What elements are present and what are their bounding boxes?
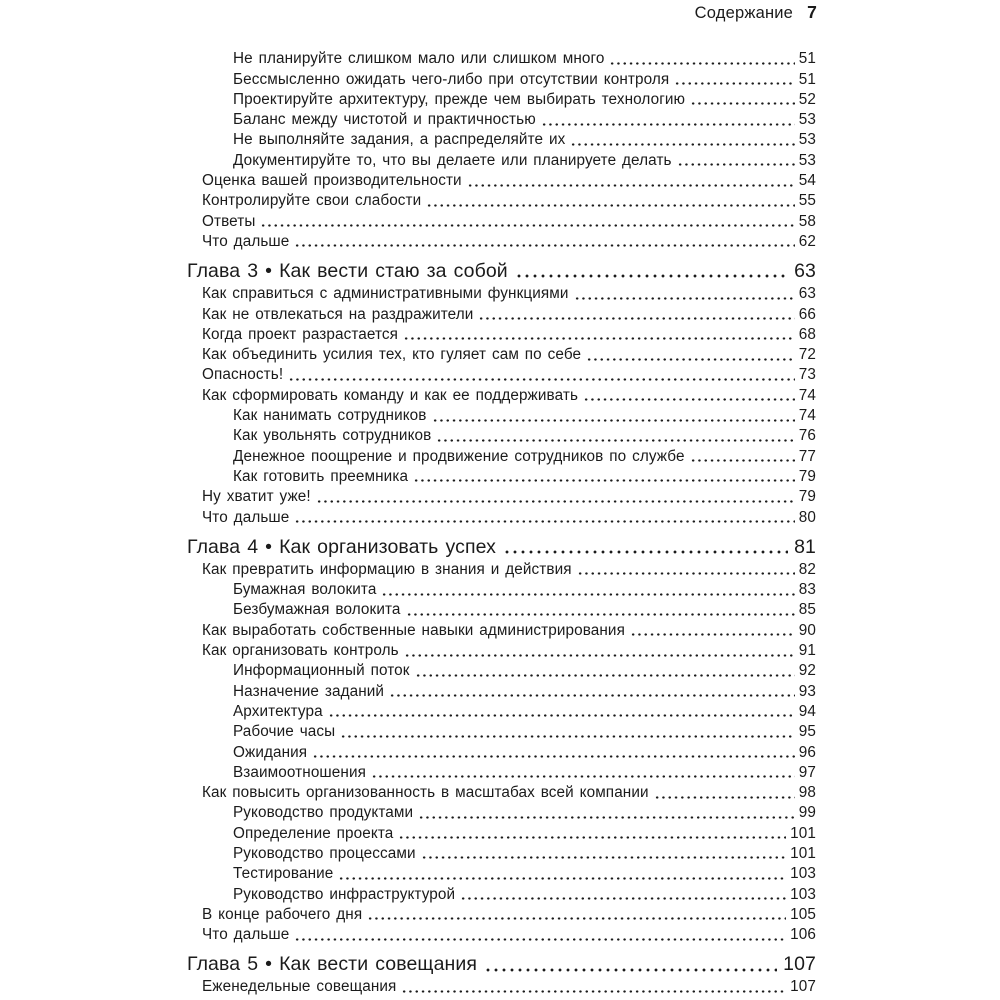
- toc-entry: [187, 109, 816, 129]
- page-header: [695, 2, 817, 23]
- toc-entry-page: 82: [798, 560, 816, 578]
- dot-leader: [338, 863, 786, 883]
- toc-entry: [187, 976, 816, 996]
- toc-entry-label: Определение проекта: [233, 824, 394, 842]
- toc-entry-page: 73: [798, 366, 816, 384]
- dot-leader: [413, 466, 795, 486]
- toc-entry-label: Как увольнять сотрудников: [233, 427, 432, 445]
- toc-entry-label: Руководство продуктами: [233, 804, 414, 822]
- toc-entry-label: Взаимоотношения: [233, 763, 366, 781]
- dot-leader: [570, 129, 794, 149]
- dot-leader: [288, 364, 795, 384]
- toc-entry-label: Ответы: [202, 212, 256, 230]
- dot-leader: [503, 533, 788, 559]
- dot-leader: [403, 324, 795, 344]
- toc-entry: [187, 863, 816, 883]
- dot-leader: [541, 109, 795, 129]
- toc-entry-page: 91: [798, 642, 816, 660]
- toc-entry-page: 99: [798, 804, 816, 822]
- toc-entry: [187, 741, 816, 761]
- toc-entry-page: 51: [798, 50, 816, 68]
- toc-entry: [187, 843, 816, 863]
- toc-entry-page: 98: [798, 784, 816, 802]
- toc-entry: [187, 324, 816, 344]
- toc-entry-page: 53: [798, 151, 816, 169]
- toc-entry-page: 107: [783, 953, 816, 976]
- toc-entry: [187, 210, 816, 230]
- toc-entry: [187, 506, 816, 526]
- toc-entry: [187, 89, 816, 109]
- dot-leader: [316, 486, 795, 506]
- toc-entry-label: Как готовить преемника: [233, 467, 409, 485]
- toc-entry-label: В конце рабочего дня: [202, 905, 363, 923]
- toc-entry-page: 62: [798, 232, 816, 250]
- toc-entry: [187, 619, 816, 639]
- dot-leader: [371, 762, 795, 782]
- toc-entry-label: Как сформировать команду и как ее поддерживать: [202, 386, 579, 404]
- toc-entry: [187, 883, 816, 903]
- toc-entry: [187, 170, 816, 190]
- toc-entry: [187, 445, 816, 465]
- toc-entry: [187, 579, 816, 599]
- toc-entry-label: Глава 4 • Как организовать успех: [187, 535, 496, 558]
- toc-entry: [187, 599, 816, 619]
- dot-leader: [418, 802, 795, 822]
- toc-entry-label: Бессмысленно ожидать чего-либо при отсутствии контроля: [233, 70, 670, 88]
- toc-entry-label: Не планируйте слишком мало или слишком много: [233, 50, 605, 68]
- toc-entry: [187, 660, 816, 680]
- toc-entry: [187, 701, 816, 721]
- toc-entry-page: 96: [798, 743, 816, 761]
- toc-entry: [187, 904, 816, 924]
- dot-leader: [674, 68, 794, 88]
- dot-leader: [404, 640, 795, 660]
- dot-leader: [389, 680, 795, 700]
- dot-leader: [340, 721, 795, 741]
- toc-entry: [187, 48, 816, 68]
- toc-entry-label: Тестирование: [233, 865, 334, 883]
- toc-entry-label: Что дальше: [202, 508, 290, 526]
- toc-entry-page: 74: [798, 407, 816, 425]
- toc-chapter-entry: [187, 950, 816, 976]
- toc-entry: [187, 680, 816, 700]
- dot-leader: [260, 210, 794, 230]
- toc-entry-page: 63: [794, 259, 816, 282]
- dot-leader: [484, 950, 777, 976]
- toc-entry-page: 54: [798, 172, 816, 190]
- toc-entry-page: 103: [790, 865, 816, 883]
- toc-entry-page: 81: [794, 535, 816, 558]
- toc-entry-page: 83: [798, 581, 816, 599]
- toc-entry-label: Документируйте то, что вы делаете или планируете делать: [233, 151, 672, 169]
- dot-leader: [467, 170, 795, 190]
- toc-entry-page: 79: [798, 488, 816, 506]
- toc-entry: [187, 802, 816, 822]
- toc-entry-page: 103: [790, 885, 816, 903]
- toc-entry-page: 101: [790, 824, 816, 842]
- toc-entry-label: Руководство процессами: [233, 844, 416, 862]
- toc-entry-label: Еженедельные совещания: [202, 978, 397, 996]
- toc-entry-label: Не выполняйте задания, а распределяйте их: [233, 131, 566, 149]
- toc-entry-label: Как справиться с административными функциями: [202, 285, 569, 303]
- toc-entry-label: Когда проект разрастается: [202, 325, 399, 343]
- toc-entry-page: 80: [798, 508, 816, 526]
- toc-entry-page: 53: [798, 131, 816, 149]
- toc-entry-page: 95: [798, 723, 816, 741]
- toc-entry-label: Информационный поток: [233, 662, 410, 680]
- toc-entry: [187, 344, 816, 364]
- dot-leader: [609, 48, 794, 68]
- toc-entry: [187, 425, 816, 445]
- toc-entry: [187, 364, 816, 384]
- toc-entry-label: Ожидания: [233, 743, 308, 761]
- toc-entry-page: 92: [798, 662, 816, 680]
- toc-entry: [187, 559, 816, 579]
- running-title: Содержание: [694, 4, 794, 22]
- toc-entry-label: Проектируйте архитектуру, прежде чем выбирать технологию: [233, 90, 686, 108]
- dot-leader: [654, 782, 795, 802]
- toc-entry: [187, 721, 816, 741]
- toc-entry: [187, 231, 816, 251]
- dot-leader: [432, 405, 795, 425]
- toc-entry-label: Опасность!: [202, 366, 284, 384]
- toc-entry-label: Как превратить информацию в знания и действия: [202, 560, 572, 578]
- toc-entry-label: Как повысить организованность в масштабах всей компании: [202, 784, 649, 802]
- dot-leader: [294, 231, 794, 251]
- toc-entry-page: 55: [798, 192, 816, 210]
- toc-entry-label: Бумажная волокита: [233, 581, 377, 599]
- toc-entry: [187, 303, 816, 323]
- toc-chapter-entry: [187, 257, 816, 283]
- toc-entry: [187, 822, 816, 842]
- toc-entry-page: 68: [798, 325, 816, 343]
- toc-entry-label: Что дальше: [202, 232, 290, 250]
- toc-entry-page: 90: [798, 621, 816, 639]
- toc-entry-page: 97: [798, 763, 816, 781]
- toc-entry-page: 66: [798, 305, 816, 323]
- folio-page-number: 7: [807, 2, 817, 22]
- toc-entry-page: 106: [790, 926, 816, 944]
- dot-leader: [294, 924, 786, 944]
- toc-entry: [187, 782, 816, 802]
- toc-entry: [187, 405, 816, 425]
- dot-leader: [421, 843, 787, 863]
- toc-entry-page: 72: [798, 346, 816, 364]
- toc-chapter-entry: [187, 533, 816, 559]
- toc-entry-label: Как объединить усилия тех, кто гуляет сам по себе: [202, 346, 582, 364]
- dot-leader: [690, 445, 795, 465]
- toc-entry: [187, 486, 816, 506]
- toc-entry-page: 79: [798, 467, 816, 485]
- toc-entry-label: Архитектура: [233, 702, 323, 720]
- toc-entry-page: 76: [798, 427, 816, 445]
- toc-entry-page: 105: [790, 905, 816, 923]
- dot-leader: [586, 344, 795, 364]
- dot-leader: [415, 660, 795, 680]
- toc-entry-page: 51: [798, 70, 816, 88]
- toc-entry-page: 94: [798, 702, 816, 720]
- dot-leader: [426, 190, 794, 210]
- dot-leader: [583, 384, 795, 404]
- toc-entry-label: Что дальше: [202, 926, 290, 944]
- toc-entry-page: 63: [798, 285, 816, 303]
- toc-entry-label: Глава 5 • Как вести совещания: [187, 953, 478, 976]
- toc-entry-label: Как не отвлекаться на раздражители: [202, 305, 474, 323]
- dot-leader: [294, 506, 794, 526]
- dot-leader: [460, 883, 786, 903]
- toc-entry: [187, 149, 816, 169]
- dot-leader: [398, 822, 786, 842]
- dot-leader: [328, 701, 795, 721]
- dot-leader: [677, 149, 795, 169]
- dot-leader: [312, 741, 795, 761]
- toc-entry: [187, 640, 816, 660]
- toc-entry-label: Глава 3 • Как вести стаю за собой: [187, 259, 508, 282]
- toc-entry-page: 101: [790, 844, 816, 862]
- toc-entry-label: Баланс между чистотой и практичностью: [233, 111, 536, 129]
- toc-entry: [187, 384, 816, 404]
- toc-entry-page: 85: [798, 601, 816, 619]
- toc-entry: [187, 762, 816, 782]
- toc-entry-label: Как нанимать сотрудников: [233, 407, 427, 425]
- toc-entry: [187, 283, 816, 303]
- toc-entry-page: 107: [790, 978, 816, 996]
- toc-entry-label: Контролируйте свои слабости: [202, 192, 422, 210]
- toc-entry-page: 58: [798, 212, 816, 230]
- toc-entry-label: Рабочие часы: [233, 723, 336, 741]
- dot-leader: [577, 559, 795, 579]
- toc-entry-label: Руководство инфраструктурой: [233, 885, 456, 903]
- toc-entry: [187, 924, 816, 944]
- dot-leader: [401, 976, 786, 996]
- toc-entry-label: Оценка вашей производительности: [202, 172, 462, 190]
- toc-entry-label: Денежное поощрение и продвижение сотрудников по службе: [233, 447, 685, 465]
- toc-entry-page: 52: [798, 90, 816, 108]
- toc-entry-page: 53: [798, 111, 816, 129]
- toc-entry-page: 74: [798, 386, 816, 404]
- dot-leader: [381, 579, 794, 599]
- toc-entry-label: Как организовать контроль: [202, 642, 399, 660]
- toc-entry-page: 77: [798, 447, 816, 465]
- dot-leader: [515, 257, 788, 283]
- dot-leader: [478, 303, 794, 323]
- toc-entry: [187, 190, 816, 210]
- dot-leader: [690, 89, 795, 109]
- toc-entry-page: 93: [798, 682, 816, 700]
- dot-leader: [574, 283, 795, 303]
- toc-entry: [187, 68, 816, 88]
- dot-leader: [630, 619, 795, 639]
- toc-entry-label: Ну хватит уже!: [202, 488, 311, 506]
- dot-leader: [367, 904, 786, 924]
- toc-entry: [187, 466, 816, 486]
- dot-leader: [436, 425, 794, 445]
- toc-entry: [187, 129, 816, 149]
- toc-entry-label: Назначение заданий: [233, 682, 385, 700]
- toc-entry-label: Безбумажная волокита: [233, 601, 401, 619]
- toc-entry-label: Как выработать собственные навыки администрирования: [202, 621, 625, 639]
- dot-leader: [406, 599, 795, 619]
